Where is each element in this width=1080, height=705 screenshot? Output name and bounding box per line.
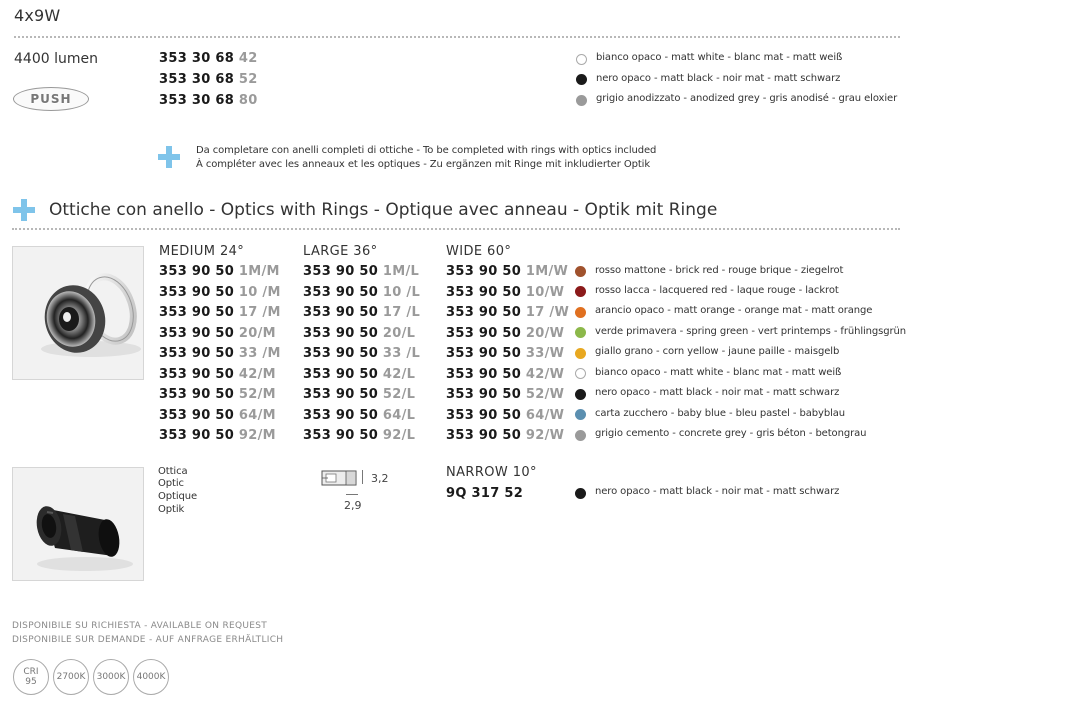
optic-label: Ottica (158, 466, 188, 477)
finish-swatch (575, 409, 586, 420)
optic-code: 353 90 50 92/W (446, 428, 565, 443)
plus-icon (13, 199, 35, 221)
optic-code: 353 90 50 33 /M (159, 346, 281, 361)
finish-swatch (575, 327, 586, 338)
optic-ring-photo (12, 246, 144, 380)
product-code: 353 30 68 52 (159, 72, 258, 87)
optic-code: 353 90 50 10 /M (159, 285, 281, 300)
finish-swatch (576, 95, 587, 106)
optic-code: 9Q 317 52 (446, 486, 524, 501)
dimension-width: 2,9 (344, 499, 362, 512)
lumen-value: 4400 lumen (14, 51, 98, 67)
optic-code: 353 90 50 52/L (303, 387, 416, 402)
optic-code: 353 90 50 33 /L (303, 346, 421, 361)
finish-label: nero opaco - matt black - noir mat - matt schwarz (595, 486, 840, 497)
optic-code: 353 90 50 64/L (303, 408, 416, 423)
optic-code: 353 90 50 1M/W (446, 264, 569, 279)
section-title-optics: Ottiche con anello - Optics with Rings - Optique avec anneau - Optik mit Ringe (49, 200, 718, 220)
finish-label: nero opaco - matt black - noir mat - matt schwarz (595, 387, 840, 398)
dimension-width-line (346, 494, 358, 495)
optic-code: 353 90 50 10 /L (303, 285, 421, 300)
optic-code: 353 90 50 17 /L (303, 305, 421, 320)
optic-code: 353 90 50 92/M (159, 428, 276, 443)
optic-code: 353 90 50 1M/L (303, 264, 420, 279)
header-divider (14, 36, 900, 38)
optic-photo (12, 467, 144, 581)
column-heading: WIDE 60° (446, 244, 512, 259)
finish-label: grigio anodizzato - anodized grey - gris anodisé - grau eloxier (596, 93, 898, 104)
finish-swatch (575, 368, 586, 379)
optic-label: Optique (158, 491, 198, 502)
finish-label: verde primavera - spring green - vert printemps - frühlingsgrün (595, 326, 907, 337)
finish-label: rosso lacca - lacquered red - laque rouge - lackrot (595, 285, 839, 296)
finish-swatch (576, 54, 587, 65)
optic-code: 353 90 50 10/W (446, 285, 565, 300)
availability-note-2: DISPONIBILE SUR DEMANDE - AUF ANFRAGE ERHÄLTLICH (12, 635, 284, 645)
optic-code: 353 90 50 42/L (303, 367, 416, 382)
optic-code: 353 90 50 17 /M (159, 305, 281, 320)
optic-code: 353 90 50 20/W (446, 326, 565, 341)
dimension-height: 3,2 (371, 472, 389, 485)
column-heading: NARROW 10° (446, 465, 537, 480)
optic-dimension-drawing (320, 467, 360, 491)
optic-code: 353 90 50 20/L (303, 326, 416, 341)
finish-label: rosso mattone - brick red - rouge brique - ziegelrot (595, 265, 844, 276)
optic-code: 353 90 50 33/W (446, 346, 565, 361)
optic-code: 353 90 50 52/W (446, 387, 565, 402)
optic-code: 353 90 50 42/W (446, 367, 565, 382)
finish-label: giallo grano - corn yellow - jaune paille - maisgelb (595, 346, 840, 357)
optic-code: 353 90 50 64/W (446, 408, 565, 423)
optic-code: 353 90 50 17 /W (446, 305, 570, 320)
section-divider (12, 228, 900, 230)
finish-swatch (576, 74, 587, 85)
push-badge: PUSH (13, 87, 89, 111)
cct-badge: 2700K (53, 659, 89, 695)
optic-code: 353 90 50 20/M (159, 326, 276, 341)
finish-label: carta zucchero - baby blue - bleu pastel - babyblau (595, 408, 846, 419)
finish-swatch (575, 389, 586, 400)
finish-label: bianco opaco - matt white - blanc mat - matt weiß (595, 367, 842, 378)
finish-label: grigio cemento - concrete grey - gris béton - betongrau (595, 428, 867, 439)
product-code: 353 30 68 80 (159, 93, 258, 108)
finish-swatch (575, 266, 586, 277)
finish-label: bianco opaco - matt white - blanc mat - matt weiß (596, 52, 843, 63)
availability-note-1: DISPONIBILE SU RICHIESTA - AVAILABLE ON REQUEST (12, 621, 268, 631)
optic-code: 353 90 50 92/L (303, 428, 416, 443)
finish-label: nero opaco - matt black - noir mat - matt schwarz (596, 73, 841, 84)
note-line-2: À compléter avec les anneaux et les optiques - Zu ergänzen mit Ringe mit inkludierter Optik (196, 159, 651, 170)
finish-swatch (575, 430, 586, 441)
cri-badge: CRI 95 (13, 659, 49, 695)
optic-image (13, 468, 144, 581)
finish-swatch (575, 307, 586, 318)
finish-swatch (575, 348, 586, 359)
optic-ring-image (13, 247, 144, 380)
plus-icon (158, 146, 180, 168)
cct-badge: 4000K (133, 659, 169, 695)
column-heading: MEDIUM 24° (159, 244, 245, 259)
optic-code: 353 90 50 1M/M (159, 264, 280, 279)
finish-label: arancio opaco - matt orange - orange mat - matt orange (595, 305, 873, 316)
finish-swatch (575, 488, 586, 499)
optic-code: 353 90 50 52/M (159, 387, 276, 402)
cct-badge: 3000K (93, 659, 129, 695)
optic-code: 353 90 50 64/M (159, 408, 276, 423)
optic-code: 353 90 50 42/M (159, 367, 276, 382)
optic-label: Optik (158, 504, 185, 515)
column-heading: LARGE 36° (303, 244, 378, 259)
finish-swatch (575, 286, 586, 297)
note-line-1: Da completare con anelli completi di ottiche - To be completed with rings with optics included (196, 145, 657, 156)
optic-label: Optic (158, 478, 184, 489)
dimension-height-line (362, 470, 363, 484)
product-code: 353 30 68 42 (159, 51, 258, 66)
page-title: 4x9W (14, 6, 61, 25)
